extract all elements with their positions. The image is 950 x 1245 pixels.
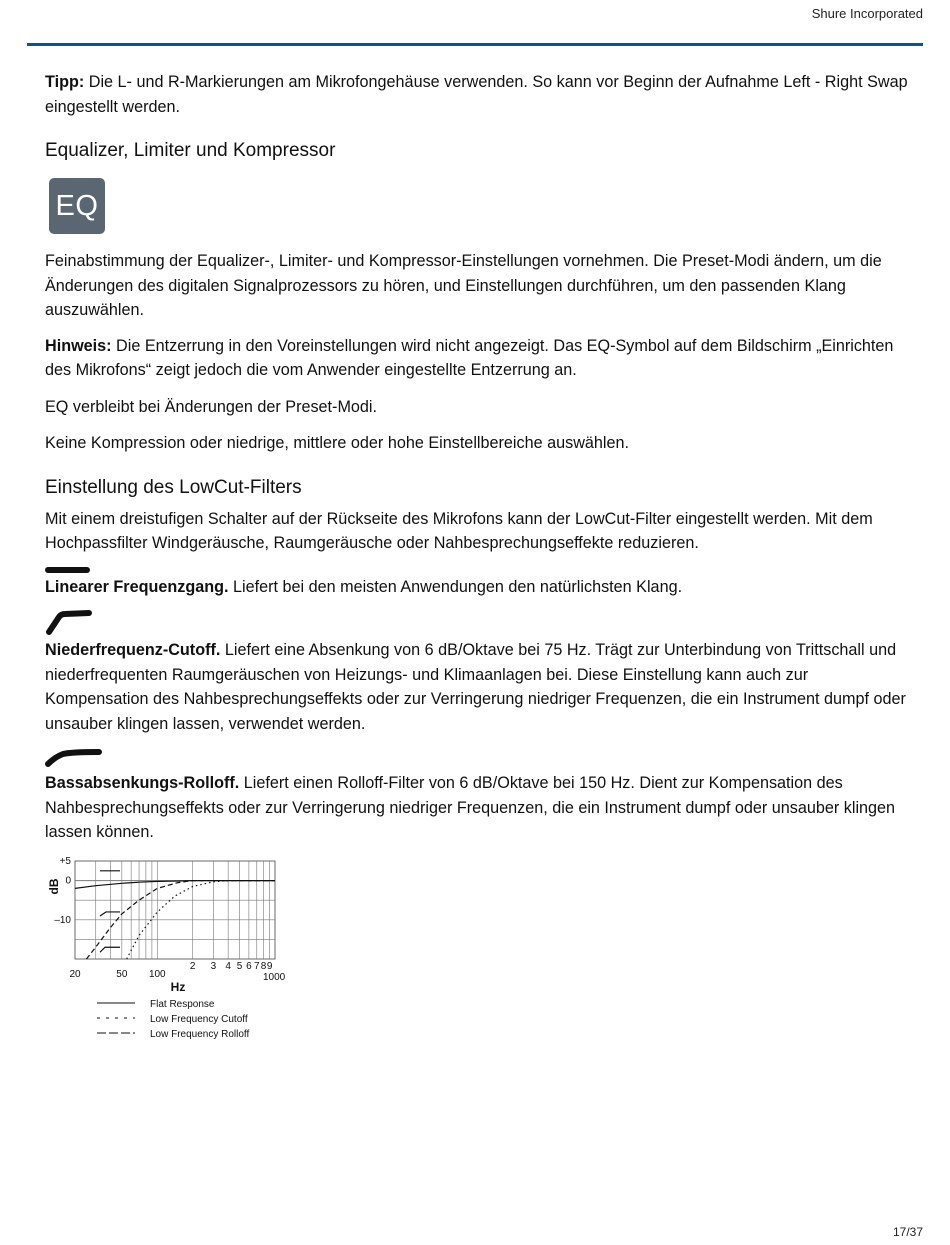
- y-tick-label: +5: [59, 856, 71, 867]
- x-tick-label: 7: [253, 961, 260, 972]
- filter-text: Liefert eine Absenkung von 6 dB/Oktave bei 75 Hz. Trägt zur Unterbindung von Trittschall und niederfrequenten Raumgeräuschen von Heizungs- und Klimaanlagen bei. Diese Einstellung kann auch zur Kompensation des Nahbesprechungseffekts oder zur Verringerung niedriger Frequenzen, die ein Instrument dumpf oder unsauber klingen lassen, verwendet werden.: [45, 641, 906, 733]
- x-tick-label: 100: [148, 969, 166, 980]
- document-body: [45, 70, 910, 845]
- x-tick-label: 20: [69, 969, 81, 980]
- x-tick-label: 5: [236, 961, 243, 972]
- inset-switch-mark: [100, 947, 120, 952]
- flat-response-icon: [45, 565, 91, 575]
- y-axis-label: dB: [47, 878, 61, 895]
- header-brand: Shure Incorporated: [811, 6, 923, 21]
- filter-item-cutoff: [45, 638, 910, 736]
- filter-title: Niederfrequenz-Cutoff.: [45, 641, 221, 659]
- tip-paragraph: [45, 70, 910, 119]
- low-frequency-cutoff-icon: [45, 608, 93, 636]
- lowcut-intro: Mit einem dreistufigen Schalter auf der Rückseite des Mikrofons kann der LowCut-Filter eingestellt werden. Mit dem Hochpassfilter Windgeräusche, Raumgeräusche oder Nahbesprechungseffekte reduzieren.: [45, 509, 873, 552]
- filter-text: Liefert einen Rolloff-Filter von 6 dB/Oktave bei 150 Hz. Dient zur Kompensation des Nahbesprechungseffekts oder zur Verringerung niedriger Frequenzen, die ein Instrument dumpf oder unsauber klingen lassen können.: [45, 774, 896, 841]
- eq-heading: Equalizer, Limiter und Kompressor: [45, 140, 336, 161]
- x-tick-label: 1000: [263, 972, 286, 983]
- low-frequency-rolloff-icon: [45, 747, 103, 769]
- filter-item-flat: [45, 575, 910, 600]
- note-label: Hinweis:: [45, 336, 112, 355]
- header-divider: [27, 43, 923, 46]
- legend-label: Flat Response: [150, 999, 215, 1010]
- inset-switch-mark: [100, 912, 120, 916]
- frequency-response-chart: [45, 852, 305, 1057]
- tip-text: Die L- und R-Markierungen am Mikrofongehäuse verwenden. So kann vor Beginn der Aufnahme Left - Right Swap eingestellt werden.: [45, 73, 908, 116]
- eq-preset-paragraph: EQ verbleibt bei Änderungen der Preset-Modi.: [45, 397, 378, 416]
- filter-title: Bassabsenkungs-Rolloff.: [45, 774, 240, 792]
- x-tick-label: 2: [189, 961, 196, 972]
- x-tick-label: 3: [210, 961, 217, 972]
- plot-frame: [75, 861, 275, 959]
- tip-label: Tipp:: [45, 73, 85, 91]
- frequency-response-svg: [45, 852, 305, 1052]
- note-paragraph: [45, 334, 910, 383]
- x-tick-label: 50: [116, 969, 128, 980]
- y-tick-label: 0: [65, 875, 71, 887]
- page-number: 17/37: [892, 1225, 923, 1239]
- x-tick-label: 4: [225, 961, 231, 972]
- filter-title: Linearer Frequenzgang.: [45, 577, 229, 596]
- compression-paragraph: Keine Kompression oder niedrige, mittlere oder hohe Einstellbereiche auswählen.: [45, 434, 629, 452]
- series-line: [75, 881, 275, 889]
- legend-label: Low Frequency Cutoff: [150, 1014, 248, 1025]
- x-axis-label: Hz: [170, 980, 186, 994]
- x-tick-label: 6: [246, 961, 252, 972]
- note-text: Die Entzerrung in den Voreinstellungen wird nicht angezeigt. Das EQ-Symbol auf dem Bildschirm „Einrichten des Mikrofons“ zeigt jedoch die vom Anwender eingestellte Entzerrung an.: [45, 336, 894, 379]
- filter-text: Liefert bei den meisten Anwendungen den natürlichsten Klang.: [228, 577, 683, 596]
- y-tick-label: –10: [54, 914, 71, 926]
- eq-icon: EQ: [49, 178, 105, 234]
- x-tick-label: 9: [266, 961, 273, 972]
- eq-paragraph: Feinabstimmung der Equalizer-, Limiter- und Kompressor-Einstellungen vornehmen. Die Preset-Modi ändern, um die Änderungen des digitalen Signalprozessors zu hören, und Einstellungen durchführen, um den passenden Klang auszuwählen.: [45, 252, 882, 319]
- lowcut-heading: Einstellung des LowCut-Filters: [45, 476, 302, 498]
- filter-item-rolloff: [45, 771, 910, 845]
- legend-label: Low Frequency Rolloff: [150, 1029, 250, 1040]
- x-tick-label: 8: [260, 961, 267, 972]
